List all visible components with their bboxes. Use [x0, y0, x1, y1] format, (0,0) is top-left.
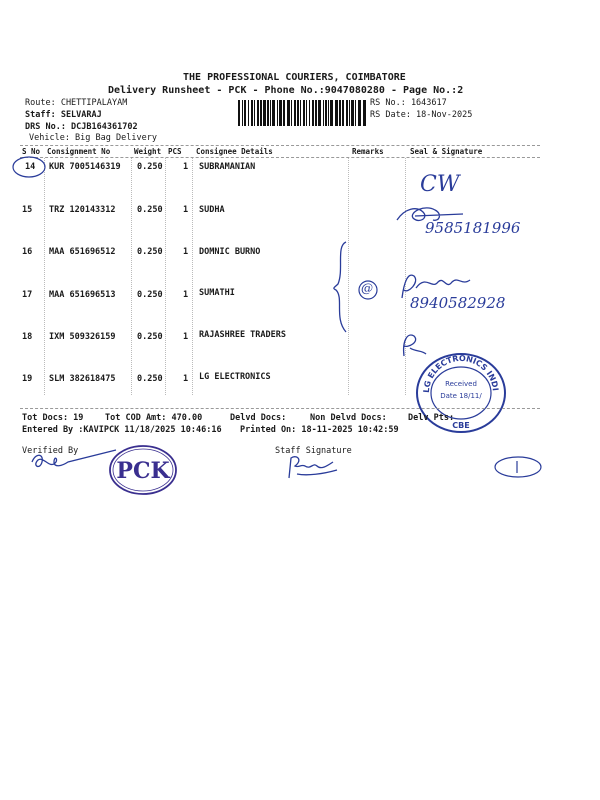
- barcode-bar: [312, 100, 314, 126]
- barcode-bar: [318, 100, 321, 126]
- stamp-received: Received: [445, 380, 477, 388]
- handwritten-phone-1: 9585181996: [425, 219, 521, 237]
- vehicle-label: Vehicle: Big Bag Delivery: [29, 133, 157, 143]
- row-sno: 15: [22, 205, 33, 215]
- barcode-bar: [260, 100, 262, 126]
- barcode-bar: [263, 100, 266, 126]
- barcode-bar: [254, 100, 255, 126]
- barcode-bar: [267, 100, 269, 126]
- barcode-bar: [346, 100, 348, 126]
- staff-signature-label: Staff Signature: [275, 446, 352, 456]
- barcode-bar: [306, 100, 307, 126]
- barcode: [238, 100, 366, 126]
- entered-by: Entered By :KAVIPCK 11/18/2025 10:46:16: [22, 425, 222, 435]
- barcode-bar: [283, 100, 285, 126]
- header-bottom-rule: [20, 157, 540, 158]
- row-pcs: 1: [183, 205, 189, 215]
- barcode-bar: [335, 100, 338, 126]
- row-sno: 16: [22, 247, 33, 257]
- row-consignee: RAJASHREE TRADERS: [199, 330, 286, 340]
- row-weight: 0.250: [137, 205, 163, 215]
- barcode-bar: [291, 100, 292, 126]
- row-weight: 0.250: [137, 162, 163, 172]
- row-weight: 0.250: [137, 290, 163, 300]
- row-sno: 14: [25, 162, 36, 172]
- barcode-bar: [339, 100, 341, 126]
- row-consignment: KUR 7005146319: [49, 162, 121, 172]
- sep-1: [44, 158, 45, 395]
- delvd-docs: Delvd Docs:: [230, 413, 287, 423]
- barcode-bar: [248, 100, 249, 126]
- row-consignee: SUBRAMANIAN: [199, 162, 256, 172]
- barcode-bar: [330, 100, 333, 126]
- barcode-bar: [325, 100, 327, 126]
- handwritten-sig-cw: CW: [420, 172, 460, 197]
- non-delvd-docs: Non Delvd Docs:: [310, 413, 387, 423]
- sep-3: [165, 158, 166, 395]
- row-consignee: SUMATHI: [199, 288, 235, 298]
- barcode-bar: [323, 100, 324, 126]
- drs-label: DRS No.: DCJB164361702: [25, 122, 138, 132]
- sep-4: [192, 158, 193, 395]
- company-title: THE PROFESSIONAL COURIERS, COIMBATORE: [183, 72, 406, 83]
- page-mark-circle: [493, 455, 543, 479]
- tot-docs: Tot Docs: 19: [22, 413, 84, 423]
- row-consignment: MAA 651696512: [49, 247, 116, 257]
- header-top-rule: [20, 145, 540, 146]
- circle-mark-14: [12, 156, 46, 178]
- col-weight: Weight: [134, 147, 162, 156]
- barcode-bar: [277, 100, 278, 126]
- row-sno: 17: [22, 290, 33, 300]
- runsheet-subtitle: Delivery Runsheet - PCK - Phone No.:9047080280 - Page No.:2: [108, 85, 464, 96]
- row-pcs: 1: [183, 374, 189, 384]
- row-pcs: 1: [183, 162, 189, 172]
- barcode-bar: [238, 100, 240, 126]
- delv-pts: Delv Pts:: [408, 413, 455, 423]
- stamp-city: CBE: [452, 421, 470, 430]
- pck-stamp-text: PCK: [116, 458, 170, 484]
- row-sno: 18: [22, 332, 33, 342]
- footer-rule: [20, 408, 540, 409]
- stamp-date: Date 18/11/: [440, 392, 482, 400]
- sep-2: [131, 158, 132, 395]
- row-consignee: DOMNIC BURNO: [199, 247, 261, 257]
- row-consignment: IXM 509326159: [49, 332, 116, 342]
- row-weight: 0.250: [137, 332, 163, 342]
- col-consignment: Consignment No: [47, 147, 111, 156]
- barcode-bar: [328, 100, 329, 126]
- row-consignment: TRZ 120143312: [49, 205, 116, 215]
- tot-cod: Tot COD Amt: 470.00: [105, 413, 203, 423]
- handwritten-at: @: [361, 281, 373, 295]
- handwritten-phone-2: 8940582928: [410, 294, 506, 312]
- barcode-bar: [358, 100, 361, 126]
- row-consignment: SLM 382618475: [49, 374, 116, 384]
- barcode-bar: [251, 100, 253, 126]
- barcode-bar: [355, 100, 356, 126]
- row-weight: 0.250: [137, 374, 163, 384]
- row-pcs: 1: [183, 247, 189, 257]
- barcode-bar: [309, 100, 310, 126]
- barcode-bar: [294, 100, 296, 126]
- row-consignee: SUDHA: [199, 205, 225, 215]
- barcode-bar: [272, 100, 275, 126]
- barcode-bar: [242, 100, 243, 126]
- barcode-bar: [270, 100, 271, 126]
- barcode-bar: [244, 100, 246, 126]
- staff-signature: [283, 454, 341, 480]
- barcode-bar: [303, 100, 305, 126]
- brace-mark: [330, 240, 354, 335]
- row-weight: 0.250: [137, 247, 163, 257]
- row-pcs: 1: [183, 332, 189, 342]
- printed-on: Printed On: 18-11-2025 10:42:59: [240, 425, 399, 435]
- route-label: Route: CHETTIPALAYAM: [25, 98, 128, 108]
- row-consignment: MAA 651696513: [49, 290, 116, 300]
- verified-signature: [28, 448, 118, 472]
- barcode-bar: [351, 100, 354, 126]
- col-seal-signature: Seal & Signature: [410, 147, 483, 156]
- col-remarks: Remarks: [352, 147, 384, 156]
- pck-stamp: [108, 444, 178, 496]
- barcode-bar: [279, 100, 282, 126]
- stamp-ring-text: LG ELECTRONICS INDIA PVT LTD: [411, 345, 500, 394]
- row-sno: 19: [22, 374, 33, 384]
- row-pcs: 1: [183, 290, 189, 300]
- col-consignee: Consignee Details: [196, 147, 273, 156]
- barcode-bar: [363, 100, 366, 126]
- col-sno: S No: [22, 147, 41, 156]
- staff-label: Staff: SELVARAJ: [25, 110, 102, 120]
- barcode-bar: [287, 100, 290, 126]
- barcode-bar: [315, 100, 317, 126]
- barcode-bar: [257, 100, 259, 126]
- barcode-bar: [297, 100, 299, 126]
- barcode-bar: [349, 100, 350, 126]
- rs-date: RS Date: 18-Nov-2025: [370, 110, 473, 120]
- barcode-bar: [342, 100, 344, 126]
- barcode-bar: [300, 100, 301, 126]
- rs-number: RS No.: 1643617: [370, 98, 447, 108]
- col-pcs: PCS: [168, 147, 182, 156]
- verified-by-label: Verified By: [22, 446, 79, 456]
- row-consignee: LG ELECTRONICS: [199, 372, 271, 382]
